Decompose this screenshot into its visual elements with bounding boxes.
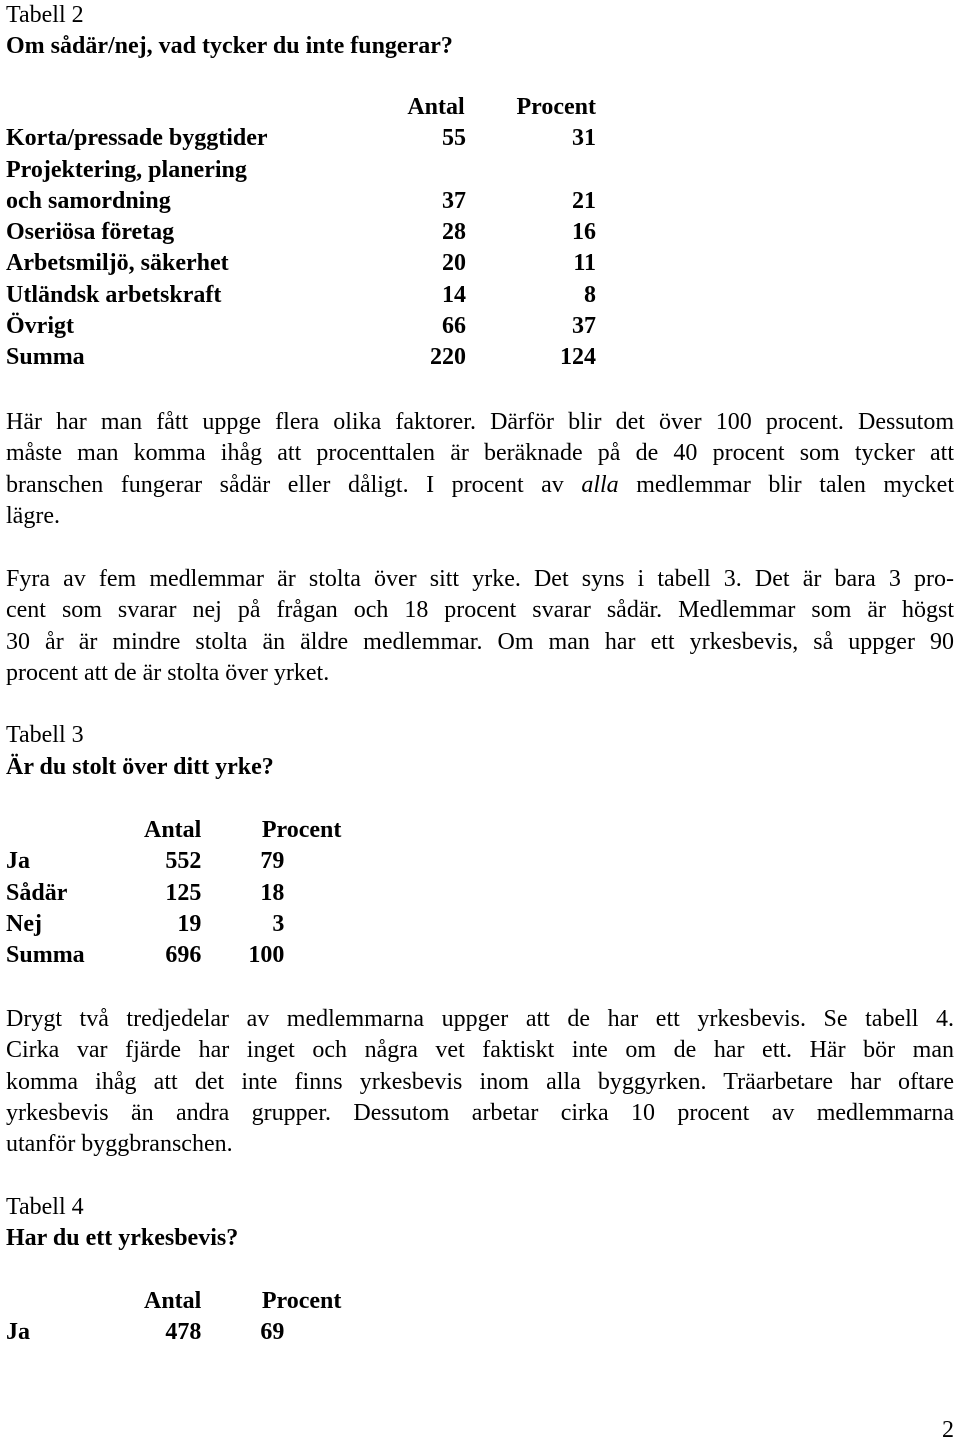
row-label: Nej (6, 910, 42, 937)
table-row (6, 909, 341, 940)
paragraph-line: cent som svarar nej på frågan och 18 procent svarar sådär. Medlemmar som är högst (6, 597, 954, 624)
row-antal: 14 (442, 281, 466, 308)
paragraph-line (6, 470, 954, 501)
row-antal: 552 (165, 848, 202, 875)
table4-caption: Tabell 4 (6, 1194, 84, 1220)
table4-header-antal: Antal (144, 1288, 202, 1314)
paragraph-1 (6, 407, 954, 532)
table3-question: Är du stolt över ditt yrke? (6, 754, 274, 780)
paragraph-line: yrkesbevis än andra grupper. Dessutom arbetar cirka 10 procent av medlemmarna (6, 1099, 954, 1126)
table2-caption: Tabell 2 (6, 2, 84, 28)
row-label: Ja (6, 1319, 30, 1346)
paragraph-2 (6, 564, 954, 689)
row-antal: 66 (442, 313, 466, 340)
table4 (6, 1286, 341, 1349)
table-row (6, 123, 596, 154)
table2-question: Om sådär/nej, vad tycker du inte fungerar? (6, 33, 453, 59)
paragraph-line-end: medlemmar blir talen mycket (618, 471, 955, 498)
table3-header-procent: Procent (261, 817, 342, 843)
table-row (6, 155, 596, 186)
page-number: 2 (942, 1417, 954, 1443)
table4-question: Har du ett yrkesbevis? (6, 1225, 239, 1251)
table3-caption: Tabell 3 (6, 722, 84, 748)
table4-header-procent: Procent (261, 1288, 342, 1314)
paragraph-line: Cirka var fjärde har inget och några vet faktiskt inte om de har ett. Här bör man (6, 1037, 954, 1064)
row-label: Utländsk arbetskraft (6, 281, 222, 308)
paragraph-line: komma ihåg att det inte finns yrkesbevis inom alla byggyrken. Träarbetare har oftare (6, 1068, 954, 1095)
paragraph-line: procent att de är stolta över yrket. (6, 659, 330, 686)
table-row (6, 186, 596, 217)
row-label: och samordning (6, 187, 171, 214)
row-procent: 124 (560, 344, 596, 371)
row-antal: 19 (177, 910, 202, 937)
table3 (6, 815, 341, 971)
paragraph-line: Drygt två tredjedelar av medlemmarna uppger att de har ett yrkesbevis. Se tabell 4. (6, 1006, 954, 1032)
row-antal: 37 (442, 187, 466, 214)
table-row (6, 846, 341, 877)
table2-header-antal: Antal (407, 94, 465, 120)
table-row (6, 1317, 341, 1348)
row-procent: 18 (260, 879, 285, 906)
row-procent: 31 (572, 125, 596, 152)
paragraph-line: lägre. (6, 502, 60, 529)
row-label: Projektering, planering (6, 156, 247, 183)
row-label: Ja (6, 848, 30, 875)
table-row (6, 311, 596, 342)
row-antal: 20 (442, 250, 466, 277)
paragraph-line-start: branschen fungerar sådär eller dåligt. I procent av (6, 471, 582, 498)
table-row (6, 248, 596, 279)
table3-header-row (6, 815, 341, 846)
row-procent: 3 (272, 910, 285, 937)
paragraph-line: Fyra av fem medlemmar är stolta över sitt yrke. Det syns i tabell 3. Det är bara 3 pro- (6, 566, 954, 592)
row-label: Summa (6, 344, 85, 371)
table2-header-procent: Procent (516, 94, 596, 120)
row-antal: 220 (430, 344, 466, 371)
row-label: Övrigt (6, 313, 74, 340)
row-procent: 8 (584, 281, 596, 308)
table-row (6, 878, 341, 909)
table3-header-antal: Antal (144, 817, 202, 843)
row-procent: 16 (572, 219, 596, 246)
row-antal: 55 (442, 125, 466, 152)
table-row (6, 940, 341, 971)
paragraph-line: utanför byggbranschen. (6, 1131, 233, 1158)
row-procent: 79 (260, 848, 285, 875)
italic-word: alla (581, 471, 619, 498)
row-procent (466, 155, 596, 186)
row-label: Korta/pressade byggtider (6, 125, 268, 152)
row-antal: 125 (165, 879, 202, 906)
row-antal: 478 (165, 1319, 202, 1346)
paragraph-line: måste man komma ihåg att procenttalen är beräknade på de 40 procent som tycker att (6, 440, 954, 467)
row-antal (406, 155, 466, 186)
row-label: Oseriösa företag (6, 219, 175, 246)
row-label: Summa (6, 942, 85, 969)
table4-header-row (6, 1286, 341, 1317)
table-row (6, 342, 596, 373)
paragraph-line: Här har man fått uppge flera olika faktorer. Därför blir det över 100 procent. Dessutom (6, 409, 954, 435)
row-antal: 696 (165, 942, 202, 969)
row-label: Sådär (6, 879, 68, 906)
table-row (6, 217, 596, 248)
row-antal: 28 (442, 219, 466, 246)
row-procent: 100 (248, 942, 285, 969)
row-procent: 11 (573, 250, 596, 277)
table2-header-row (6, 92, 596, 123)
paragraph-line: 30 år är mindre stolta än äldre medlemmar. Om man har ett yrkesbevis, så uppger 90 (6, 628, 954, 655)
paragraph-3 (6, 1004, 954, 1160)
row-procent: 37 (572, 313, 596, 340)
table-row (6, 280, 596, 311)
table2 (6, 92, 596, 374)
row-procent: 69 (260, 1319, 285, 1346)
row-label: Arbetsmiljö, säkerhet (6, 250, 229, 277)
row-procent: 21 (572, 187, 596, 214)
